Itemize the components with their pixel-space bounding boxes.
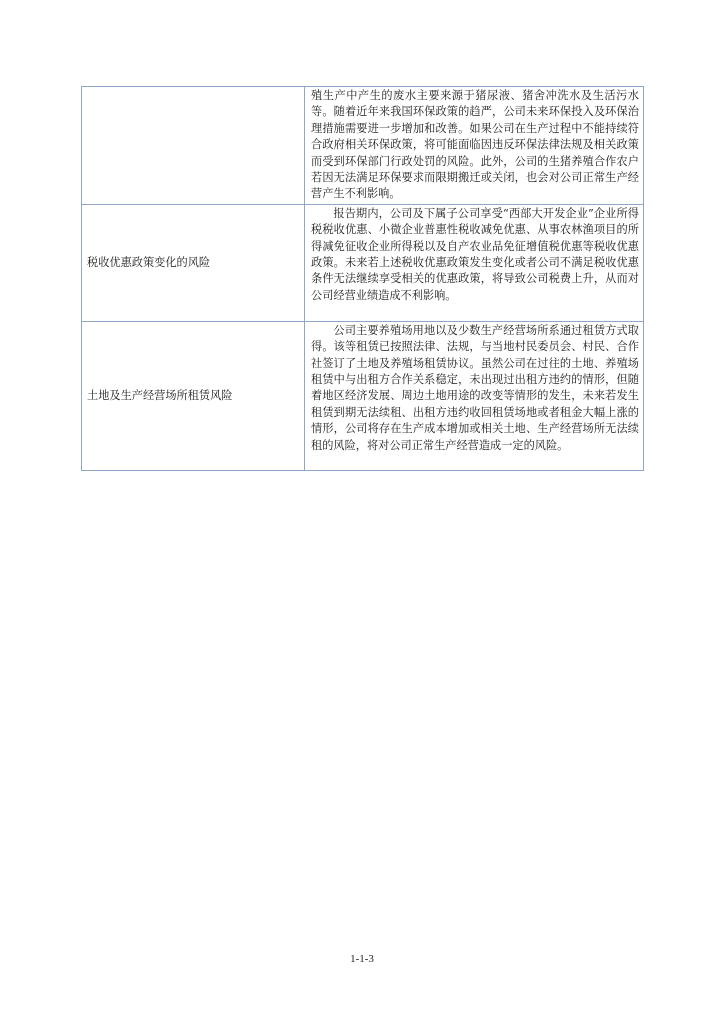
risk-name-cell bbox=[82, 87, 305, 205]
risk-description-cell bbox=[305, 87, 644, 205]
risk-description: 殖生产中产生的废水主要来源于猪尿液、猪舍冲洗水及生活污水等。随着近年来我国环保政策的趋严，公司未来环保投入及环保治理措施需要进一步增加和改善。如果公司在生产过程中不能持续符合政府相关环保政策，将可能面临因违反环保法律法规及相关政策而受到环保部门行政处罚的风险。此外，公司的生猪养殖合作农户若因无法满足环保要求而限期搬迁或关闭，也会对公司正常生产经营产生不利影响。 bbox=[311, 89, 639, 201]
risk-name-cell bbox=[82, 204, 305, 321]
page-number: 1-1-3 bbox=[350, 953, 374, 965]
risk-name: 税收优惠政策变化的风险 bbox=[87, 255, 211, 269]
table-row-tax-incentive-risk bbox=[82, 204, 644, 321]
risk-description: 报告期内，公司及下属子公司享受“西部大开发企业”企业所得税税收优惠、小微企业普惠性税收减免优惠、从事农林渔项目的所得减免征收企业所得税以及自产农业品免征增值税优惠等税收优惠政策。未来若上述税收优惠政策发生变化或者公司不满足税收优惠条件无法继续享受相关的优惠政策，将导致公司税费上升，从而对公司经营业绩造成不利影响。 bbox=[311, 206, 639, 302]
risk-name-cell bbox=[82, 321, 305, 470]
risk-description-cell bbox=[305, 321, 644, 470]
risk-name: 土地及生产经营场所租赁风险 bbox=[87, 388, 233, 402]
risk-description: 公司主要养殖场用地以及少数生产经营场所系通过租赁方式取得。该等租赁已按照法律、法规，与当地村民委员会、村民、合作社签订了土地及养殖场租赁协议。虽然公司在过往的土地、养殖场租赁中与出租方合作关系稳定，未出现过出租方违约的情形，但随着地区经济发展、周边土地用途的改变等情形的发生，未来若发生租赁到期无法续租、出租方违约收回租赁场地或者租金大幅上涨的情形，公司将存在生产成本增加或相关土地、生产经营场所无法续租的风险，将对公司正常生产经营造成一定的风险。 bbox=[311, 323, 639, 452]
risk-factors-table bbox=[81, 86, 644, 471]
risk-description-cell bbox=[305, 204, 644, 321]
table-row-land-lease-risk bbox=[82, 321, 644, 470]
table-row-environmental-continued bbox=[82, 87, 644, 205]
